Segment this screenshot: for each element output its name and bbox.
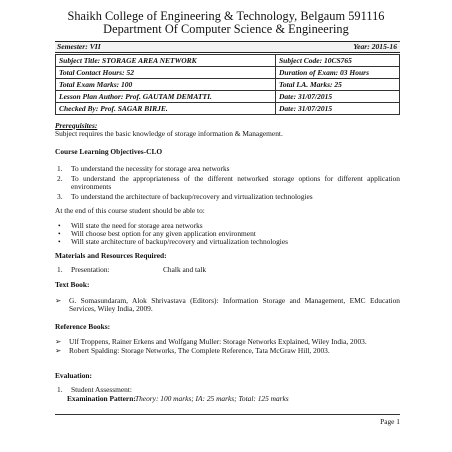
author-cell: Lesson Plan Author: Prof. GAUTAM DEMATTI.: [56, 91, 276, 103]
contact-hours-cell: Total Contact Hours: 52: [56, 67, 276, 79]
table-row: [56, 91, 400, 103]
table-row: [56, 67, 400, 79]
subject-info-table: [55, 54, 400, 115]
list-item: • Will state architecture of backup/recovery and virtualization technologies: [58, 237, 289, 247]
footer-divider: [55, 414, 400, 415]
outcomes-intro: At the end of this course student should be able to:: [55, 206, 205, 216]
table-row: [56, 103, 400, 115]
reference-heading: Reference Books:: [55, 322, 111, 332]
arrow-bullet-icon: ➢: [55, 295, 62, 305]
college-name: Shaikh College of Engineering & Technology, Belgaum 591116: [67, 9, 385, 23]
list-item: • Will state the need for storage area networks: [58, 220, 203, 230]
semester-label: Semester: VII: [57, 42, 101, 51]
textbook-heading: Text Book:: [55, 280, 90, 290]
exam-marks-cell: Total Exam Marks: 100: [56, 79, 276, 91]
semester-bar: [55, 41, 400, 53]
college-header: [0, 10, 452, 36]
table-row: [56, 79, 400, 91]
list-item: • Will choose best option for any given application environment: [58, 228, 256, 238]
exam-pattern-row: [55, 395, 400, 404]
materials-heading: Materials and Resources Required:: [55, 251, 167, 261]
arrow-bullet-icon: ➢: [55, 346, 62, 356]
exam-pattern-value: Theory: 100 marks; IA: 25 marks; Total: 125 marks: [135, 393, 289, 403]
ia-marks-cell: Total I.A. Marks: 25: [276, 79, 400, 91]
year-label: Year: 2015-16: [353, 42, 397, 51]
exam-pattern-label: Examination Pattern:: [67, 393, 136, 403]
list-item: 2. To understand the appropriateness of the different networked storage options for different application environments: [57, 173, 400, 192]
clo-heading: Course Learning Objectives-CLO: [55, 147, 163, 157]
list-item: 3. To understand the architecture of backup/recovery and virtualization technologies: [57, 192, 313, 202]
student-assessment-label: Student Assessment:: [71, 384, 132, 394]
author-date-cell: Date: 31/07/2015: [276, 91, 400, 103]
evaluation-heading: Evaluation:: [55, 370, 92, 380]
table-row: [56, 55, 400, 67]
list-item: 1. Presentation: Chalk and talk: [57, 265, 207, 275]
lesson-plan-body: [55, 122, 400, 404]
prerequisites-text: Subject requires the basic knowledge of storage information & Management.: [55, 129, 283, 139]
list-item: ➢ Robert Spalding: Storage Networks, The Complete Reference, Tata McGraw Hill, 2003.: [55, 346, 330, 356]
checked-date-cell: Date: 31/07/2015: [276, 103, 400, 115]
list-item: ➢ G. Somasundaram, Alok Shrivastava (Editors): Information Storage and Management, EMC Education Services, Wiley India, 2009.: [55, 295, 400, 313]
list-item: 1. To understand the necessity for storage area networks: [57, 163, 230, 173]
materials-value: Chalk and talk: [163, 265, 207, 275]
subject-code-cell: Subject Code: 10CS765: [276, 55, 400, 67]
exam-duration-cell: Duration of Exam: 03 Hours: [276, 67, 400, 79]
prerequisites-heading: Prerequisites:: [55, 121, 98, 130]
materials-label: Presentation:: [71, 265, 110, 275]
arrow-bullet-icon: ➢: [55, 337, 62, 347]
list-item: ➢ Ulf Troppens, Rainer Erkens and Wolfgang Muller: Storage Networks Explained, Wiley India, 2003.: [55, 337, 367, 347]
checked-by-cell: Checked By: Prof. SAGAR BIRJE.: [56, 103, 276, 115]
department-name: Department Of Computer Science & Engineering: [103, 22, 349, 36]
list-item: 1. Student Assessment:: [57, 384, 132, 394]
page-number: Page 1: [380, 417, 400, 426]
subject-title-cell: Subject Title: STORAGE AREA NETWORK: [56, 55, 276, 67]
